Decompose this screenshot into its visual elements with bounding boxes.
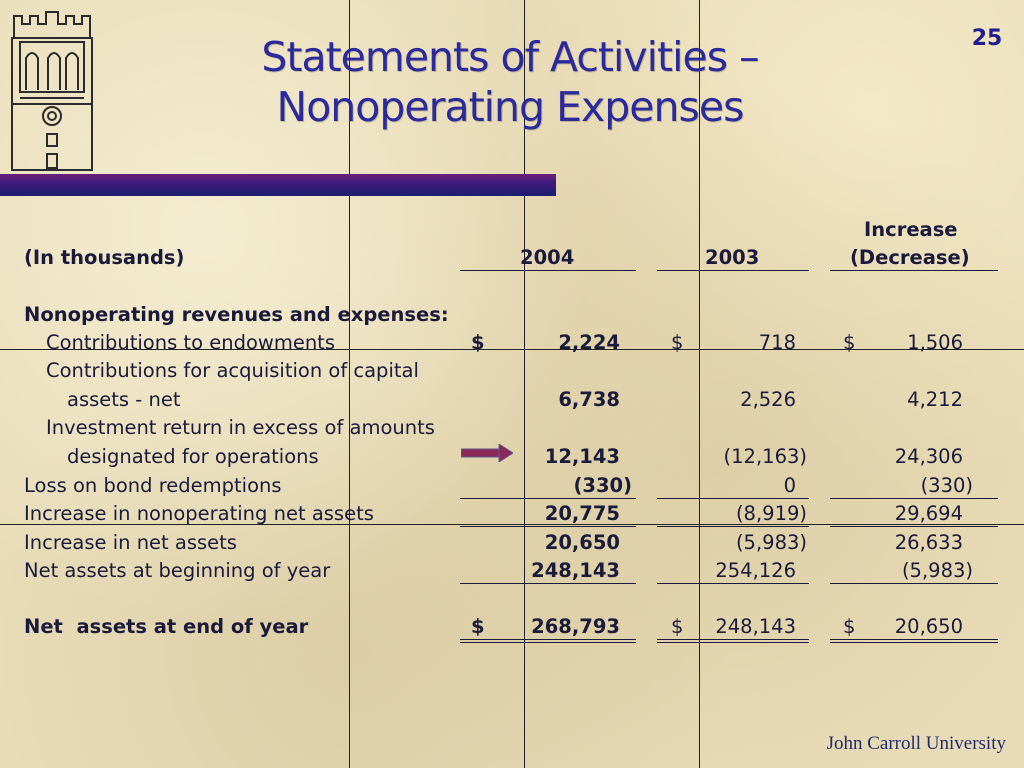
header-underline-change xyxy=(830,270,998,271)
row-label-net-assets-beginning: Net assets at beginning of year xyxy=(24,559,331,582)
total-underline-2004 xyxy=(460,526,636,527)
title-divider-bar xyxy=(0,174,556,196)
dollar-sign-2003: $ xyxy=(671,331,684,354)
subtotal-underline-2004 xyxy=(460,498,636,499)
value-change: 29,694 xyxy=(894,502,963,525)
slide-title-line-1: Statements of Activities – xyxy=(261,33,759,81)
header-underline-2003 xyxy=(657,270,809,271)
double-underline-2003-b xyxy=(657,642,809,643)
slide-number: 25 xyxy=(971,26,1003,51)
value-change: (330) xyxy=(920,474,973,497)
column-header-2004: 2004 xyxy=(520,246,575,269)
footer-university-name: John Carroll University xyxy=(826,733,1006,754)
slide-title xyxy=(180,32,840,132)
double-underline-2003-a xyxy=(657,639,809,640)
value-2004: 2,224 xyxy=(558,331,620,354)
value-change: 24,306 xyxy=(894,445,963,468)
column-header-2003: 2003 xyxy=(705,246,760,269)
column-header-change-line-2: (Decrease) xyxy=(850,246,970,269)
dollar-sign-2004: $ xyxy=(471,331,485,354)
value-change: 4,212 xyxy=(907,388,963,411)
value-2004: 20,775 xyxy=(544,502,620,525)
value-2003: 254,126 xyxy=(715,559,796,582)
row-label-investment-return-line-2: designated for operations xyxy=(67,445,319,468)
slide-title-line-2: Nonoperating Expenses xyxy=(276,83,744,131)
value-2004: 268,793 xyxy=(531,615,620,638)
dollar-sign-2004: $ xyxy=(471,615,485,638)
value-2003: 718 xyxy=(758,331,796,354)
value-change: 20,650 xyxy=(894,615,963,638)
row-label-contributions-capital-line-1: Contributions for acquisition of capital xyxy=(46,359,419,382)
column-header-change-line-1: Increase xyxy=(864,218,958,241)
header-underline-2004 xyxy=(460,270,636,271)
value-2004: 20,650 xyxy=(544,531,620,554)
begin-underline-2004 xyxy=(460,583,636,584)
double-underline-change-b xyxy=(830,642,998,643)
value-2004: 12,143 xyxy=(544,445,620,468)
row-label-increase-nonoperating: Increase in nonoperating net assets xyxy=(24,502,374,525)
total-underline-2003 xyxy=(657,526,809,527)
dollar-sign-change: $ xyxy=(843,331,856,354)
begin-underline-change xyxy=(830,583,998,584)
value-change: 26,633 xyxy=(894,531,963,554)
double-underline-change-a xyxy=(830,639,998,640)
row-label-contributions-capital-line-2: assets - net xyxy=(67,388,181,411)
dollar-sign-2003: $ xyxy=(671,615,684,638)
dollar-sign-change: $ xyxy=(843,615,856,638)
university-tower-icon xyxy=(8,8,96,176)
value-2003: 248,143 xyxy=(715,615,796,638)
value-2004: (330) xyxy=(573,474,632,497)
value-change: 1,506 xyxy=(907,331,963,354)
subtotal-underline-change xyxy=(830,498,998,499)
row-label-loss-bond-redemptions: Loss on bond redemptions xyxy=(24,474,282,497)
value-2003: (8,919) xyxy=(735,502,807,525)
value-2004: 248,143 xyxy=(531,559,620,582)
subtotal-underline-2003 xyxy=(657,498,809,499)
double-underline-2004-a xyxy=(460,639,636,640)
value-2003: 2,526 xyxy=(740,388,796,411)
double-underline-2004-b xyxy=(460,642,636,643)
total-underline-change xyxy=(830,526,998,527)
row-label-increase-net-assets: Increase in net assets xyxy=(24,531,237,554)
units-label: (In thousands) xyxy=(24,246,185,269)
value-2004: 6,738 xyxy=(558,388,620,411)
value-change: (5,983) xyxy=(901,559,973,582)
value-2003: (12,163) xyxy=(723,445,807,468)
begin-underline-2003 xyxy=(657,583,809,584)
value-2003: 0 xyxy=(783,474,796,497)
value-2003: (5,983) xyxy=(735,531,807,554)
section-heading: Nonoperating revenues and expenses: xyxy=(24,303,449,326)
row-label-investment-return-line-1: Investment return in excess of amounts xyxy=(46,416,435,439)
row-label-net-assets-end: Net assets at end of year xyxy=(24,615,309,638)
row-label-contributions-endowments: Contributions to endowments xyxy=(46,331,335,354)
